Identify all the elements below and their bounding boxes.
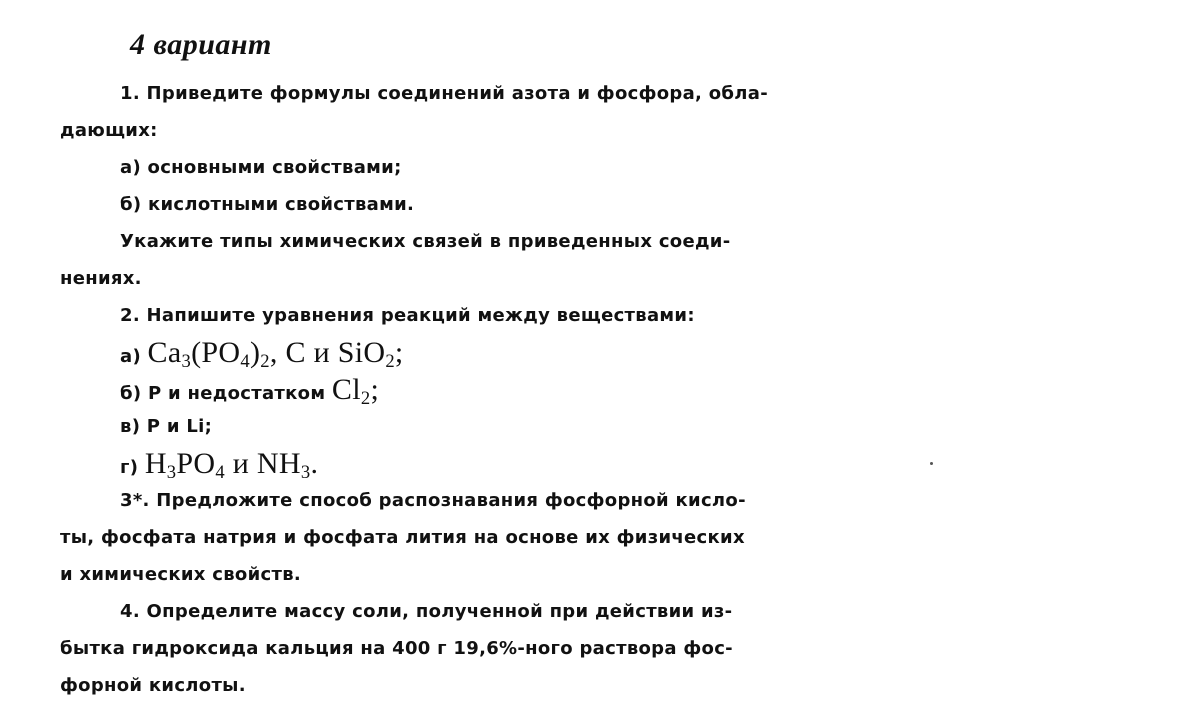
task2-a-prefix: а) — [120, 346, 148, 367]
variant-title: 4 вариант — [130, 28, 272, 61]
task2-g-prefix: г) — [120, 457, 145, 478]
task3-number: 3*. — [120, 490, 150, 511]
task1-line6: нениях. — [60, 268, 142, 289]
task2-option-g — [0, 446, 1200, 486]
task2-v-prefix: в) — [120, 416, 147, 437]
task2-v-text: Р и Li; — [146, 416, 213, 437]
task1-text-1: Приведите формулы соединений азота и фосфора, обла- — [146, 83, 769, 104]
print-speck — [930, 462, 933, 465]
task2-text-1: Напишите уравнения реакций между веществами: — [146, 305, 695, 326]
task4-line1 — [0, 594, 1200, 630]
task1-line2: дающих: — [60, 120, 158, 141]
task4-number: 4. — [120, 601, 140, 622]
task1-option-a: а) основными свойствами; — [120, 157, 402, 178]
task2-b-formula: $Cl_2$; — [331, 373, 380, 410]
task2-option-b — [0, 372, 1200, 412]
task2-b-text: Р и недостатком — [147, 383, 332, 404]
task2-line1 — [0, 298, 1200, 334]
task2-option-v — [0, 409, 1200, 445]
task1-option-b: б) кислотными свойствами. — [120, 194, 415, 215]
task3-line1 — [0, 483, 1200, 519]
task4-text-1: Определите массу соли, полученной при действии из- — [146, 601, 733, 622]
task2-b-prefix: б) — [120, 383, 148, 404]
task3-line2: ты, фосфата натрия и фосфата лития на основе их физических — [60, 527, 745, 548]
task2-number: 2. — [120, 305, 140, 326]
task2-option-a — [0, 335, 1200, 375]
task3-text-1: Предложите способ распознавания фосфорной кисло- — [156, 490, 746, 511]
task1-number: 1. — [120, 83, 140, 104]
task1-line1 — [0, 76, 1200, 112]
task3-line3: и химических свойств. — [60, 564, 302, 585]
task2-g-formula: $H_3PO_4$ и $NH_3$. — [144, 447, 319, 484]
task4-line3: форной кислоты. — [60, 675, 246, 696]
task1-line5: Укажите типы химических связей в приведенных соеди- — [120, 231, 731, 252]
task4-line2: бытка гидроксида кальция на 400 г 19,6%-ного раствора фос- — [60, 638, 733, 659]
task2-a-formula: $Ca_3(PO_4)_2$, C и SiO$_2$; — [147, 336, 404, 373]
